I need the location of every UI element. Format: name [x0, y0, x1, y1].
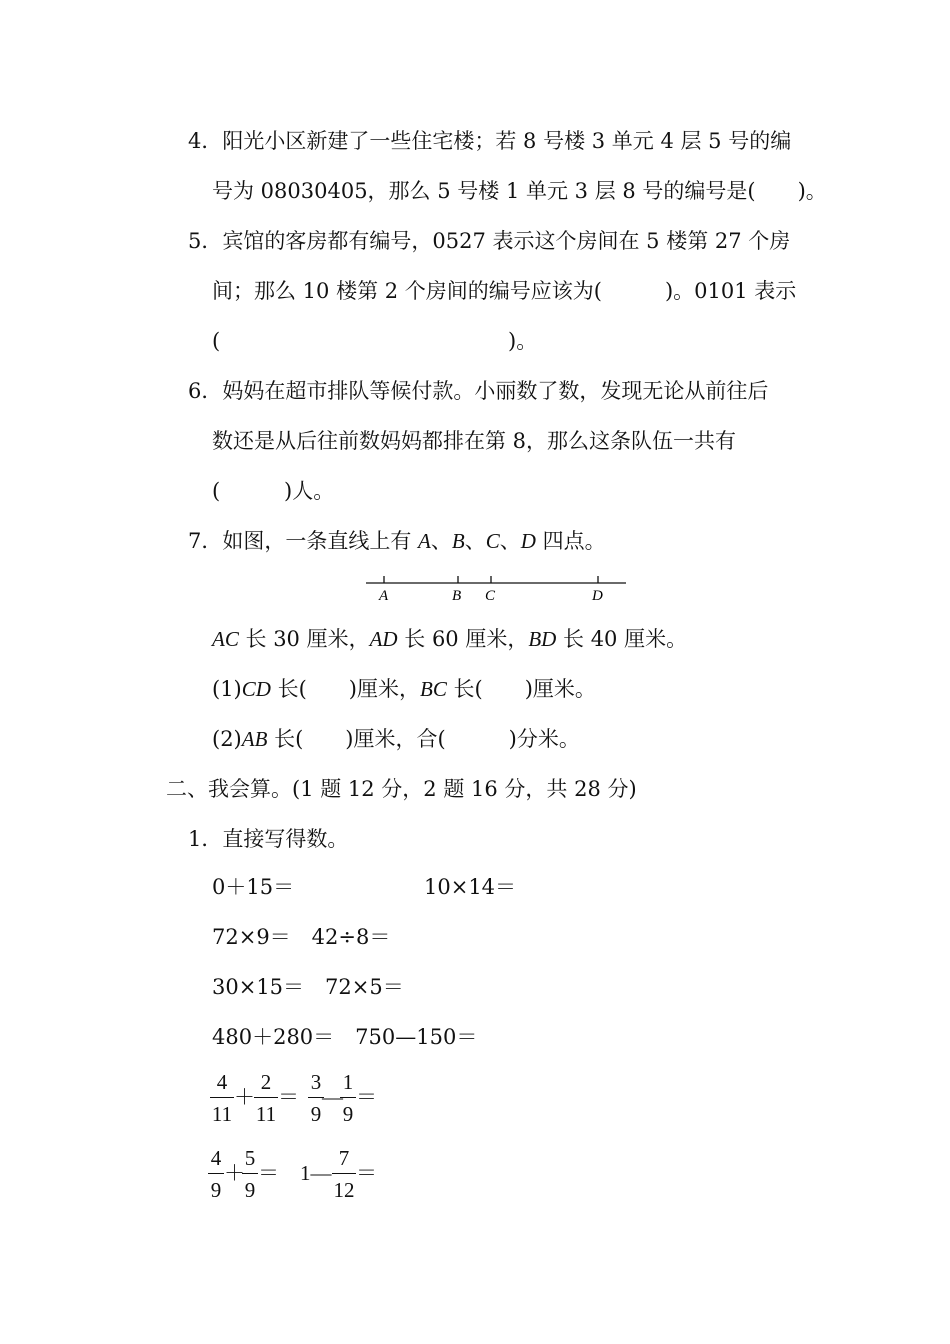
separator: 、 [430, 529, 452, 553]
numerator: 1 [342, 1070, 354, 1094]
fraction-bar [340, 1097, 356, 1098]
calc-row4: 480＋280＝ 750—150＝ [212, 1025, 478, 1049]
segment-ab: AB [241, 727, 268, 751]
denominator: 9 [210, 1178, 222, 1202]
fraction-bar [208, 1173, 224, 1174]
fraction-bar [254, 1097, 278, 1098]
q6-line1: 6．妈妈在超市排队等候付款。小丽数了数，发现无论从前往后 [188, 379, 769, 403]
section2-q1: 1．直接写得数。 [188, 827, 349, 851]
q4-line1: 4．阳光小区新建了一些住宅楼；若 8 号楼 3 单元 4 层 5 号的编 [188, 129, 792, 153]
equals-sign: ＝ [356, 1085, 377, 1109]
fraction-5-9 [242, 1146, 258, 1202]
denominator: 9 [342, 1102, 354, 1126]
segment-ac: AC [212, 627, 239, 651]
separator: 、 [464, 529, 486, 553]
fraction-7-12 [332, 1146, 356, 1202]
cond-text-1: 长 30 厘米， [238, 627, 370, 651]
point-d-label: D [520, 529, 536, 553]
denominator: 11 [255, 1102, 277, 1126]
q7-intro-end: 四点。 [535, 529, 606, 553]
calc-row3: 30×15＝ 72×5＝ [212, 975, 404, 999]
diagram-label-c: C [485, 588, 496, 604]
separator: 、 [499, 529, 521, 553]
denominator: 12 [333, 1178, 355, 1202]
plus-operator: ＋ [224, 1161, 245, 1185]
fraction-bar [210, 1097, 234, 1098]
equals-sign: ＝ [278, 1085, 299, 1109]
cond-text-3: 长 40 厘米。 [556, 627, 688, 651]
sub1-text-a: 长( )厘米， [270, 677, 420, 701]
minus-operator: — [322, 1085, 343, 1109]
plus-operator: ＋ [234, 1085, 255, 1109]
fraction-4-9 [208, 1146, 224, 1202]
section2-heading: 二、我会算。(1 题 12 分，2 题 16 分，共 28 分) [166, 777, 637, 801]
q5-line2: 间；那么 10 楼第 2 个房间的编号应该为( )。0101 表示 [212, 279, 797, 303]
point-c-label: C [485, 529, 500, 553]
numerator: 2 [260, 1070, 272, 1094]
denominator: 11 [211, 1102, 233, 1126]
diagram-label-b: B [452, 588, 462, 604]
sub2-prefix: (2) [212, 727, 242, 751]
q6-answer-close: )人。 [284, 479, 335, 503]
q7-sub1 [212, 676, 596, 702]
numerator: 3 [310, 1070, 322, 1094]
segment-cd: CD [241, 677, 271, 701]
q6-line2: 数还是从后往前数妈妈都排在第 8，那么这条队伍一共有 [212, 429, 737, 453]
sub1-text-b: 长( )厘米。 [446, 677, 596, 701]
equals-sign: ＝ [356, 1161, 377, 1185]
denominator: 9 [244, 1178, 256, 1202]
fraction-1-9 [340, 1070, 356, 1126]
fraction-4-11 [210, 1070, 234, 1126]
q5-answer-close: )。 [508, 329, 538, 353]
denominator: 9 [310, 1102, 322, 1126]
segment-ad: AD [369, 627, 398, 651]
line-diagram [360, 572, 630, 608]
equals-sign: ＝ [258, 1161, 279, 1185]
point-a-label: A [418, 529, 431, 553]
segment-bd: BD [528, 627, 557, 651]
point-b-label: B [451, 529, 465, 553]
q4-line2: 号为 08030405，那么 5 号楼 1 单元 3 层 8 号的编号是( )。 [212, 179, 827, 203]
fraction-2-11 [254, 1070, 278, 1126]
q5-answer-open: ( [212, 329, 221, 353]
q7-sub2 [212, 726, 580, 752]
q7-intro [188, 528, 606, 554]
sub1-prefix: (1) [212, 677, 242, 701]
calc-row1-a: 0＋15＝ [212, 875, 295, 899]
numerator: 7 [338, 1146, 350, 1170]
cond-text-2: 长 60 厘米， [397, 627, 529, 651]
fraction-bar [332, 1173, 356, 1174]
diagram-label-a: A [379, 588, 389, 604]
calc-row1-b: 10×14＝ [424, 875, 517, 899]
calc-row2: 72×9＝ 42÷8＝ [212, 925, 391, 949]
numerator: 5 [244, 1146, 256, 1170]
numerator: 4 [210, 1146, 222, 1170]
q7-intro-text: 7．如图，一条直线上有 [188, 529, 419, 553]
diagram-label-d: D [592, 588, 603, 604]
numerator: 4 [216, 1070, 228, 1094]
fraction-bar [242, 1173, 258, 1174]
whole-one-minus: 1— [300, 1161, 332, 1185]
q6-answer-open: ( [212, 479, 221, 503]
q5-line1: 5．宾馆的客房都有编号，0527 表示这个房间在 5 楼第 27 个房 [188, 229, 791, 253]
q7-conditions [212, 626, 687, 652]
sub2-text-a: 长( )厘米，合( )分米。 [267, 727, 580, 751]
segment-bc: BC [420, 677, 447, 701]
